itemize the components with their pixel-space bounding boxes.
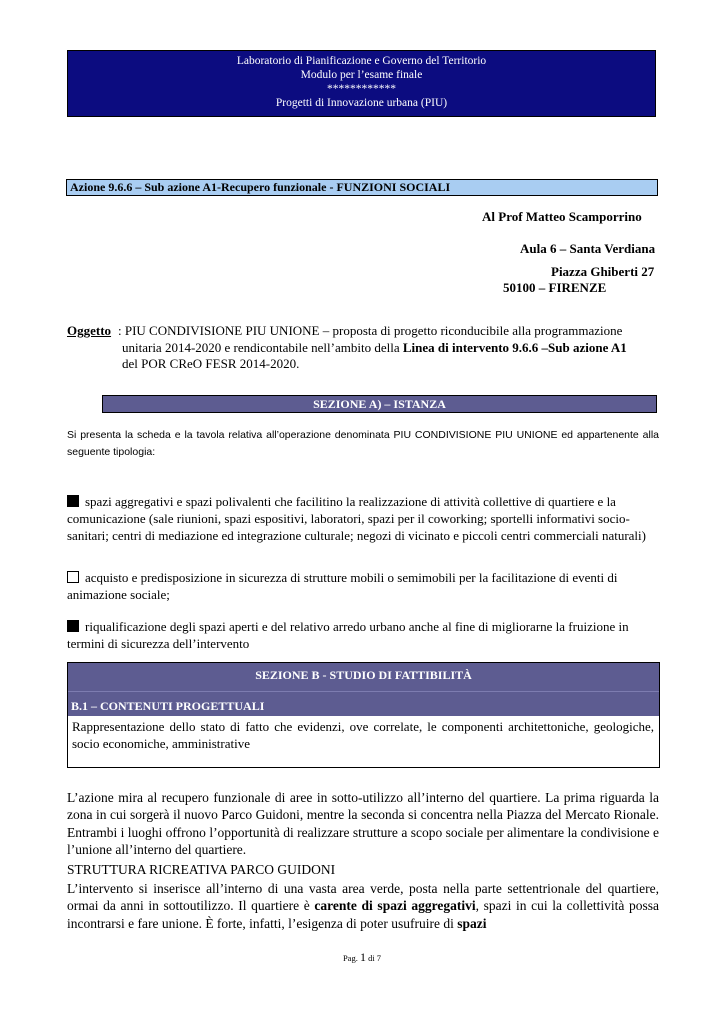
- address-room: Aula 6 – Santa Verdiana: [520, 241, 656, 256]
- header-banner: [67, 50, 656, 117]
- option-strutture-mobili: [67, 569, 657, 603]
- oggetto-linea-intervento: Linea di intervento 9.6.6 –Sub azione A1: [402, 339, 627, 355]
- body-paragraph-1: L’azione mira al recupero funzionale di aree in sotto-utilizzo all’interno del quartiere. La prima riguarda la zona in cui sorgerà il nuovo Parco Guidoni, mentre la seconda si concentra nella Piazza del Mercato Rionale. Entrambi i luoghi offrono l’opportunità di realizzare strutture a scopo sociale per alimentare la condivisione e l’unione all’interno del quartiere.: [67, 790, 659, 857]
- oggetto-label: Oggetto: [67, 323, 112, 338]
- checkbox-checked[interactable]: [67, 620, 79, 632]
- page-footer: [0, 950, 724, 965]
- option-spazi-aggregativi: [67, 493, 657, 544]
- checkbox-unchecked[interactable]: [67, 571, 79, 583]
- header-line-4: Progetti di Innovazione urbana (PIU): [275, 97, 448, 109]
- sezione-a-intro: Si presenta la scheda e la tavola relativa all’operazione denominata PIU CONDIVISIONE PIU UNIONE ed appartenente alla seguente tipologia:: [67, 429, 659, 458]
- para2-bold-a: carente di spazi aggregativi: [314, 898, 476, 914]
- header-line-3: ************: [327, 83, 396, 95]
- para2-bold-b: spazi: [457, 915, 487, 931]
- sezione-a-title: SEZIONE A) – ISTANZA: [102, 395, 657, 413]
- checkbox-checked[interactable]: [67, 495, 79, 507]
- header-line-2: Modulo per l’esame finale: [300, 69, 423, 81]
- address-city: 50100 – FIRENZE: [503, 280, 607, 295]
- b1-title: B.1 – CONTENUTI PROGETTUALI: [68, 691, 659, 716]
- subheading-parco-guidoni: STRUTTURA RICREATIVA PARCO GUIDONI: [67, 862, 336, 877]
- option-text: riqualificazione degli spazi aperti e del relativo arredo urbano anche al fine di migliorarne la fruizione in termini di sicurezza dell’intervento: [67, 619, 629, 651]
- oggetto-block: [67, 323, 657, 373]
- sezione-b-title: SEZIONE B - STUDIO DI FATTIBILITÀ: [68, 663, 659, 691]
- footer-suffix: di 7: [365, 953, 382, 963]
- option-riqualificazione: [67, 618, 657, 652]
- oggetto-line-3: del POR CReO FESR 2014-2020.: [122, 356, 300, 371]
- azione-bar: Azione 9.6.6 – Sub azione A1-Recupero funzionale - FUNZIONI SOCIALI: [66, 179, 658, 196]
- page-number: 1: [359, 950, 366, 964]
- option-text: acquisto e predisposizione in sicurezza di strutture mobili o semimobili per la facilitazione di eventi di animazione sociale;: [67, 570, 618, 602]
- b1-body: Rappresentazione dello stato di fatto che evidenzi, ove correlate, le componenti architettoniche, geologiche, socio economiche, amministrative: [72, 719, 654, 751]
- sezione-b-box: [67, 662, 660, 768]
- header-line-1: Laboratorio di Pianificazione e Governo del Territorio: [236, 55, 487, 67]
- oggetto-line-1: : PIU CONDIVISIONE PIU UNIONE – proposta di progetto riconducibile alla programmazione: [118, 323, 623, 338]
- para2-text-a: L’intervento si inserisce all’interno di una vasta area verde, posta nella parte settentrionale del quartiere, ormai da anni in sottoutilizzo. Il quartiere è: [67, 881, 659, 914]
- address-recipient: Al Prof Matteo Scamporrino: [482, 209, 642, 224]
- address-street: Piazza Ghiberti 27: [551, 264, 655, 279]
- body-paragraph-2: [67, 880, 659, 932]
- option-text: spazi aggregativi e spazi polivalenti che facilitino la realizzazione di attività collettive di quartiere e la comunicazione (sale riunioni, spazi espositivi, laboratori, spazi per il coworking; sportelli informativi socio-sanitari; centri di mediazione ed integrazione culturale; negozi di vicinato e piccoli centri commerciali naturali): [67, 494, 646, 543]
- para2-text-b: , spazi in cui la collettività possa incontrarsi e fare unione. È forte, infatti, l’esigenza di poter usufruire di: [67, 898, 659, 931]
- oggetto-line-2: unitaria 2014-2020 e rendicontabile nell’ambito della: [122, 339, 403, 355]
- footer-prefix: Pag.: [342, 953, 360, 963]
